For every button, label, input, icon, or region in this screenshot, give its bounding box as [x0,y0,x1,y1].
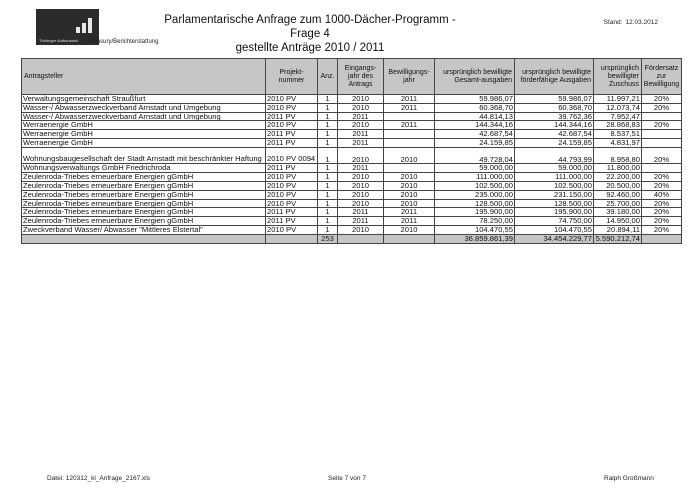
cell-zuschuss: 8.537,51 [594,130,642,139]
title-line-1: Parlamentarische Anfrage zum 1000-Dächer-Programm - Frage 4 [164,14,456,40]
cell-satz: 20% [642,95,682,104]
cell-anz: 1 [318,103,338,112]
cell-gesamt: 195.900,00 [435,208,515,217]
table-row [22,199,682,208]
cell-eingang: 2010 [338,190,384,199]
cell-gesamt: 60.368,70 [435,103,515,112]
cell-gesamt: 49.728,04 [435,147,515,164]
table-row [22,103,682,112]
cell-eingang: 2010 [338,199,384,208]
cell-foerderfaehig: 144.344,16 [515,121,594,130]
cell-gesamt: 111.000,00 [435,173,515,182]
cell-zuschuss: 22.200,00 [594,173,642,182]
cell-bewilligung: 2010 [384,173,435,182]
cell-satz [642,130,682,139]
cell-projekt: 2011 PV [266,112,318,121]
table-row [22,164,682,173]
cell-antragsteller: Zeulenroda-Triebes erneuerbare Energien gGmbH [22,173,266,182]
cell-satz: 20% [642,199,682,208]
cell-bewilligung: 2011 [384,95,435,104]
table-row [22,208,682,217]
department-label: Treasury/Berichterstattung [88,39,159,45]
total-zuschuss: 5.590.212,74 [594,234,642,243]
col-projektnummer: Projekt-nummer [266,59,318,95]
cell-projekt: 2010 PV [266,95,318,104]
cell-projekt: 2011 PV [266,164,318,173]
cell-foerderfaehig: 39.762,36 [515,112,594,121]
cell-antragsteller: Zweckverband Wasser/ Abwasser "Mittleres Elstertal" [22,225,266,234]
cell-foerderfaehig: 102.500,00 [515,181,594,190]
table-body [22,95,682,244]
cell-bewilligung: 2011 [384,103,435,112]
cell-gesamt: 59.986,07 [435,95,515,104]
cell-foerderfaehig: 44.793,99 [515,147,594,164]
cell-antragsteller: Wasser-/ Abwasserzweckverband Arnstadt und Umgebung [22,112,266,121]
col-zuschuss: ursprünglich bewilligter Zuschuss [594,59,642,95]
cell-zuschuss: 28.868,83 [594,121,642,130]
cell-foerderfaehig: 42.687,54 [515,130,594,139]
cell-anz: 1 [318,199,338,208]
cell-antragsteller: Werraenergie GmbH [22,138,266,147]
stand-label: Stand: [603,19,623,26]
cell-antragsteller: Verwaltungsgemeinschaft Straußfurt [22,95,266,104]
total-empty-cell [642,234,682,243]
cell-anz: 1 [318,121,338,130]
cell-projekt: 2011 PV [266,208,318,217]
cell-zuschuss: 8.958,80 [594,147,642,164]
cell-zuschuss: 39.180,00 [594,208,642,217]
table-row [22,181,682,190]
table-row [22,225,682,234]
cell-zuschuss: 7.952,47 [594,112,642,121]
cell-antragsteller: Wohnungsverwaltungs GmbH Friedrichroda [22,164,266,173]
cell-anz: 1 [318,112,338,121]
cell-anz: 1 [318,217,338,226]
cell-satz: 20% [642,121,682,130]
cell-gesamt: 104.470,55 [435,225,515,234]
cell-anz: 1 [318,208,338,217]
cell-bewilligung: 2010 [384,147,435,164]
cell-zuschuss: 4.831,97 [594,138,642,147]
table-row [22,190,682,199]
cell-antragsteller: Zeulenroda-Triebes erneuerbare Energien gGmbH [22,208,266,217]
total-label-cell [22,234,266,243]
cell-antragsteller: Werraenergie GmbH [22,121,266,130]
cell-satz: 20% [642,181,682,190]
cell-anz: 1 [318,225,338,234]
cell-gesamt: 24.159,85 [435,138,515,147]
cell-eingang: 2011 [338,112,384,121]
col-eingangsjahr: Eingangs-jahr des Antrags [338,59,384,95]
table-header-row [22,59,682,95]
cell-satz [642,112,682,121]
cell-satz: 20% [642,103,682,112]
footer-file: Datei: 120312_kl_Anfrage_2167.xls [47,475,150,482]
cell-antragsteller: Zeulenroda-Triebes erneuerbare Energien gGmbH [22,181,266,190]
table-row [22,121,682,130]
footer-page: Seite 7 von 7 [328,475,366,482]
table-row [22,173,682,182]
antraege-table [21,58,682,244]
cell-bewilligung [384,138,435,147]
cell-antragsteller: Zeulenroda-Triebes erneuerbare Energien gGmbH [22,199,266,208]
table-row [22,217,682,226]
cell-anz: 1 [318,164,338,173]
cell-antragsteller: Zeulenroda-Triebes erneuerbare Energien gGmbH [22,217,266,226]
page-title [160,13,460,55]
cell-anz: 1 [318,138,338,147]
cell-eingang: 2010 [338,121,384,130]
cell-gesamt: 59.000,00 [435,164,515,173]
cell-bewilligung [384,130,435,139]
total-anz: 253 [318,234,338,243]
table-row [22,130,682,139]
table-row [22,95,682,104]
cell-zuschuss: 12.073,74 [594,103,642,112]
total-empty-cell [384,234,435,243]
table-row [22,147,682,164]
cell-zuschuss: 20.500,00 [594,181,642,190]
cell-gesamt: 78.250,00 [435,217,515,226]
total-row [22,234,682,243]
col-foerderfaehig: ursprünglich bewilligte förderfähige Ausgaben [515,59,594,95]
col-bewilligungsjahr: Bewilligungs-jahr [384,59,435,95]
stand-value: 12.03.2012 [625,19,658,26]
cell-projekt: 2011 PV [266,217,318,226]
footer-author: Ralph Großmann [604,475,654,482]
cell-bewilligung: 2011 [384,217,435,226]
cell-bewilligung: 2011 [384,121,435,130]
cell-foerderfaehig: 231.150,00 [515,190,594,199]
cell-anz: 1 [318,190,338,199]
cell-eingang: 2011 [338,208,384,217]
cell-projekt: 2010 PV 0094 [266,147,318,164]
cell-zuschuss: 11.997,21 [594,95,642,104]
cell-projekt: 2010 PV [266,181,318,190]
cell-foerderfaehig: 128.500,00 [515,199,594,208]
cell-satz [642,138,682,147]
cell-anz: 1 [318,173,338,182]
cell-satz: 20% [642,225,682,234]
cell-projekt: 2011 PV [266,130,318,139]
total-gesamt: 36.859.861,39 [435,234,515,243]
cell-eingang: 2010 [338,225,384,234]
cell-antragsteller: Werraenergie GmbH [22,130,266,139]
cell-projekt: 2010 PV [266,225,318,234]
cell-satz: 40% [642,190,682,199]
cell-eingang: 2011 [338,164,384,173]
cell-foerderfaehig: 24.159,85 [515,138,594,147]
cell-zuschuss: 20.894,11 [594,225,642,234]
cell-eingang: 2010 [338,95,384,104]
cell-satz: 20% [642,217,682,226]
cell-antragsteller: Wasser-/ Abwasserzweckverband Arnstadt und Umgebung [22,103,266,112]
cell-foerderfaehig: 59.986,07 [515,95,594,104]
cell-foerderfaehig: 74.750,00 [515,217,594,226]
cell-bewilligung [384,112,435,121]
cell-zuschuss: 14.950,00 [594,217,642,226]
cell-eingang: 2011 [338,130,384,139]
cell-bewilligung: 2011 [384,208,435,217]
cell-eingang: 2011 [338,138,384,147]
stand-date [604,19,658,26]
cell-gesamt: 235.000,00 [435,190,515,199]
cell-foerderfaehig: 195.900,00 [515,208,594,217]
cell-gesamt: 128.500,00 [435,199,515,208]
col-foerdersatz: Fördersatz zur Bewilligung [642,59,682,95]
cell-projekt: 2010 PV [266,103,318,112]
cell-foerderfaehig: 60.368,70 [515,103,594,112]
cell-antragsteller: Zeulenroda-Triebes erneuerbare Energien gGmbH [22,190,266,199]
cell-bewilligung: 2010 [384,225,435,234]
cell-satz [642,164,682,173]
cell-eingang: 2010 [338,173,384,182]
cell-zuschuss: 92.460,00 [594,190,642,199]
cell-anz: 1 [318,95,338,104]
cell-anz: 1 [318,130,338,139]
cell-projekt: 2010 PV [266,173,318,182]
cell-bewilligung: 2010 [384,181,435,190]
cell-gesamt: 144.344,16 [435,121,515,130]
cell-antragsteller: Wohnungsbaugesellschaft der Stadt Arnstadt mit beschränkter Haftung [22,147,266,164]
cell-satz: 20% [642,173,682,182]
cell-eingang: 2010 [338,103,384,112]
cell-eingang: 2011 [338,217,384,226]
title-line-2: gestellte Anträge 2010 / 2011 [235,42,385,54]
cell-foerderfaehig: 104.470,55 [515,225,594,234]
cell-zuschuss: 25.700,00 [594,199,642,208]
cell-projekt: 2010 PV [266,190,318,199]
logo-org-name: Thüringer Aufbaubank [39,38,79,43]
table-row [22,112,682,121]
total-empty-cell [266,234,318,243]
cell-bewilligung: 2010 [384,190,435,199]
col-antragsteller: Antragsteller [22,59,266,95]
col-gesamtausgaben: ursprünglich bewilligte Gesamt-ausgaben [435,59,515,95]
cell-gesamt: 42.687,54 [435,130,515,139]
cell-gesamt: 102.500,00 [435,181,515,190]
cell-foerderfaehig: 59.000,00 [515,164,594,173]
total-empty-cell [338,234,384,243]
cell-gesamt: 44.814,13 [435,112,515,121]
cell-eingang: 2010 [338,147,384,164]
cell-zuschuss: 11.800,00 [594,164,642,173]
cell-projekt: 2011 PV [266,138,318,147]
cell-projekt: 2010 PV [266,121,318,130]
cell-bewilligung: 2010 [384,199,435,208]
cell-eingang: 2010 [338,181,384,190]
cell-bewilligung [384,164,435,173]
cell-anz: 1 [318,147,338,164]
cell-anz: 1 [318,181,338,190]
cell-projekt: 2010 PV [266,199,318,208]
cell-satz: 20% [642,147,682,164]
col-anz: Anz. [318,59,338,95]
cell-foerderfaehig: 111.000,00 [515,173,594,182]
total-foerderfaehig: 34.454.229,77 [515,234,594,243]
table-row [22,138,682,147]
cell-satz: 20% [642,208,682,217]
